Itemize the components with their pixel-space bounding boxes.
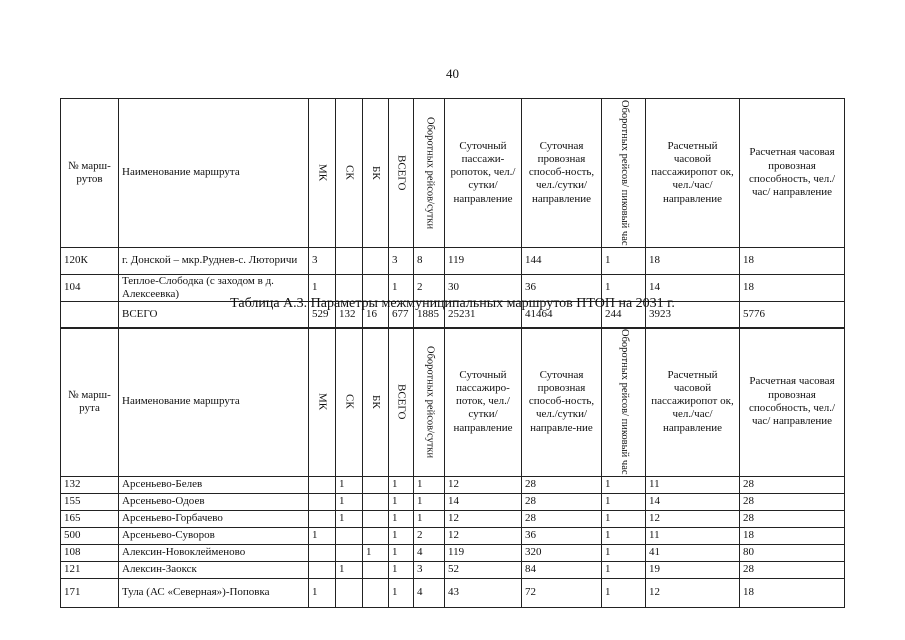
cell-daily-flow: 119 — [445, 544, 522, 561]
cell-name: Арсеньево-Одоев — [119, 493, 309, 510]
cell-name: ВСЕГО — [119, 301, 309, 328]
cell-hour-capacity: 28 — [740, 510, 845, 527]
cell-no: 171 — [61, 578, 119, 607]
cell-no: 121 — [61, 561, 119, 578]
cell-peak-trips: 1 — [602, 561, 646, 578]
cell-hour-flow: 3923 — [646, 301, 740, 328]
table-row — [61, 510, 845, 527]
cell-hour-capacity: 18 — [740, 247, 845, 274]
cell-sk: 132 — [336, 301, 363, 328]
cell-daily-flow: 14 — [445, 493, 522, 510]
header-peak-trips: Оборотных рейсов/ пиковый час — [602, 328, 646, 477]
cell-bk — [363, 527, 389, 544]
cell-no: 500 — [61, 527, 119, 544]
cell-hour-capacity: 28 — [740, 476, 845, 493]
cell-sk — [336, 527, 363, 544]
cell-trips: 2 — [414, 527, 445, 544]
header-hourly-flow: Расчетный часовой пассажиропот ок, чел./час/ направление — [646, 99, 740, 248]
cell-no: 155 — [61, 493, 119, 510]
header-total: ВСЕГО — [389, 328, 414, 477]
cell-bk — [363, 578, 389, 607]
cell-daily-flow: 30 — [445, 274, 522, 301]
cell-peak-trips: 1 — [602, 578, 646, 607]
cell-name: Алексин-Заокск — [119, 561, 309, 578]
cell-hour-capacity: 28 — [740, 493, 845, 510]
cell-trips: 4 — [414, 578, 445, 607]
cell-bk — [363, 247, 389, 274]
header-route-name: Наименование маршрута — [119, 99, 309, 248]
cell-daily-flow: 25231 — [445, 301, 522, 328]
cell-total: 1 — [389, 578, 414, 607]
table-row — [61, 247, 845, 274]
cell-hour-capacity: 18 — [740, 274, 845, 301]
cell-peak-trips: 1 — [602, 544, 646, 561]
table-row — [61, 578, 845, 607]
cell-hour-flow: 18 — [646, 247, 740, 274]
cell-daily-capacity: 28 — [522, 476, 602, 493]
header-route-name: Наименование маршрута — [119, 328, 309, 477]
cell-mk — [309, 476, 336, 493]
cell-total: 1 — [389, 493, 414, 510]
cell-hour-flow: 11 — [646, 476, 740, 493]
cell-daily-capacity: 28 — [522, 510, 602, 527]
header-daily-flow: Суточный пассажиро-поток, чел./сутки/ направление — [445, 328, 522, 477]
header-hourly-capacity: Расчетная часовая провозная способность, чел./час/ направление — [740, 328, 845, 477]
header-hourly-capacity: Расчетная часовая провозная способность, чел./час/ направление — [740, 99, 845, 248]
cell-total: 1 — [389, 510, 414, 527]
cell-trips: 1 — [414, 510, 445, 527]
cell-daily-flow: 12 — [445, 510, 522, 527]
table-header-row — [61, 99, 845, 248]
cell-hour-flow: 14 — [646, 493, 740, 510]
header-mk: МК — [309, 99, 336, 248]
cell-mk — [309, 510, 336, 527]
cell-bk — [363, 476, 389, 493]
cell-hour-flow: 12 — [646, 510, 740, 527]
header-sk: СК — [336, 328, 363, 477]
cell-daily-capacity: 28 — [522, 493, 602, 510]
header-bk: БК — [363, 99, 389, 248]
cell-trips: 1 — [414, 476, 445, 493]
cell-name: Арсеньево-Суворов — [119, 527, 309, 544]
cell-hour-capacity: 80 — [740, 544, 845, 561]
cell-mk: 1 — [309, 527, 336, 544]
cell-peak-trips: 1 — [602, 274, 646, 301]
cell-name: Алексин-Новоклейменово — [119, 544, 309, 561]
cell-sk: 1 — [336, 561, 363, 578]
header-total: ВСЕГО — [389, 99, 414, 248]
cell-daily-capacity: 72 — [522, 578, 602, 607]
cell-total: 1 — [389, 476, 414, 493]
header-sk: СК — [336, 99, 363, 248]
cell-daily-capacity: 36 — [522, 527, 602, 544]
cell-total: 1 — [389, 561, 414, 578]
cell-bk: 1 — [363, 544, 389, 561]
header-mk: МК — [309, 328, 336, 477]
cell-peak-trips: 1 — [602, 493, 646, 510]
cell-hour-flow: 41 — [646, 544, 740, 561]
cell-mk — [309, 493, 336, 510]
cell-hour-flow: 19 — [646, 561, 740, 578]
cell-bk: 16 — [363, 301, 389, 328]
cell-mk: 3 — [309, 247, 336, 274]
header-daily-flow: Суточный пассажи-ропоток, чел./сутки/ направление — [445, 99, 522, 248]
cell-daily-capacity: 36 — [522, 274, 602, 301]
cell-daily-flow: 12 — [445, 476, 522, 493]
cell-no: 132 — [61, 476, 119, 493]
cell-daily-flow: 52 — [445, 561, 522, 578]
cell-hour-capacity: 18 — [740, 527, 845, 544]
routes-table-2030 — [60, 98, 845, 329]
header-trips-per-day: Оборотных рейсов/сутки — [414, 99, 445, 248]
cell-sk: 1 — [336, 476, 363, 493]
cell-mk: 1 — [309, 578, 336, 607]
cell-mk: 529 — [309, 301, 336, 328]
cell-name: Теплое-Слободка (с заходом в д. Алексеевка) — [119, 274, 309, 301]
cell-hour-flow: 11 — [646, 527, 740, 544]
cell-sk: 1 — [336, 510, 363, 527]
table-row — [61, 527, 845, 544]
cell-sk — [336, 544, 363, 561]
header-peak-trips: Оборотных рейсов/ пиковый час — [602, 99, 646, 248]
header-bk: БК — [363, 328, 389, 477]
cell-trips: 4 — [414, 544, 445, 561]
cell-daily-flow: 12 — [445, 527, 522, 544]
table-header-row — [61, 328, 845, 477]
header-route-no: № марш-рута — [61, 328, 119, 477]
cell-name: Арсеньево-Горбачево — [119, 510, 309, 527]
cell-mk — [309, 544, 336, 561]
cell-daily-flow: 43 — [445, 578, 522, 607]
cell-peak-trips: 1 — [602, 510, 646, 527]
header-daily-capacity: Суточная провозная способ-ность, чел./сутки/ направле-ние — [522, 328, 602, 477]
cell-sk — [336, 247, 363, 274]
cell-trips: 3 — [414, 561, 445, 578]
cell-bk — [363, 510, 389, 527]
cell-sk: 1 — [336, 493, 363, 510]
cell-name: Арсеньево-Белев — [119, 476, 309, 493]
table-row — [61, 476, 845, 493]
cell-mk — [309, 561, 336, 578]
cell-trips: 2 — [414, 274, 445, 301]
cell-total: 1 — [389, 274, 414, 301]
cell-name: г. Донской – мкр.Руднев-с. Люторичи — [119, 247, 309, 274]
cell-bk — [363, 493, 389, 510]
cell-trips: 8 — [414, 247, 445, 274]
table-row — [61, 493, 845, 510]
cell-daily-flow: 119 — [445, 247, 522, 274]
cell-daily-capacity: 320 — [522, 544, 602, 561]
cell-trips: 1 — [414, 493, 445, 510]
cell-no: 165 — [61, 510, 119, 527]
page-number: 40 — [446, 66, 459, 81]
cell-no: 120К — [61, 247, 119, 274]
cell-total: 1 — [389, 544, 414, 561]
cell-hour-capacity: 5776 — [740, 301, 845, 328]
cell-total: 677 — [389, 301, 414, 328]
header-daily-capacity: Суточная провозная способ-ность, чел./сутки/ направление — [522, 99, 602, 248]
cell-daily-capacity: 84 — [522, 561, 602, 578]
cell-no: 108 — [61, 544, 119, 561]
table-row — [61, 544, 845, 561]
cell-daily-capacity: 144 — [522, 247, 602, 274]
cell-hour-flow: 14 — [646, 274, 740, 301]
cell-trips: 1885 — [414, 301, 445, 328]
table-caption: Таблица А.3. Параметры межмуниципальных маршрутов ПТОП на 2031 г. — [230, 296, 675, 311]
cell-peak-trips: 1 — [602, 476, 646, 493]
table-row — [61, 561, 845, 578]
header-trips-per-day: Оборотных рейсов/сутки — [414, 328, 445, 477]
cell-total: 1 — [389, 527, 414, 544]
cell-hour-capacity: 18 — [740, 578, 845, 607]
cell-hour-capacity: 28 — [740, 561, 845, 578]
cell-sk — [336, 578, 363, 607]
cell-daily-capacity: 41464 — [522, 301, 602, 328]
cell-name: Тула (АС «Северная»)-Поповка — [119, 578, 309, 607]
routes-table-2031 — [60, 327, 845, 608]
cell-peak-trips: 244 — [602, 301, 646, 328]
header-hourly-flow: Расчетный часовой пассажиропот ок, чел./час/ направление — [646, 328, 740, 477]
cell-no: 104 — [61, 274, 119, 301]
cell-bk — [363, 561, 389, 578]
cell-hour-flow: 12 — [646, 578, 740, 607]
cell-peak-trips: 1 — [602, 247, 646, 274]
cell-mk: 1 — [309, 274, 336, 301]
cell-peak-trips: 1 — [602, 527, 646, 544]
cell-total: 3 — [389, 247, 414, 274]
header-route-no: № марш-рутов — [61, 99, 119, 248]
